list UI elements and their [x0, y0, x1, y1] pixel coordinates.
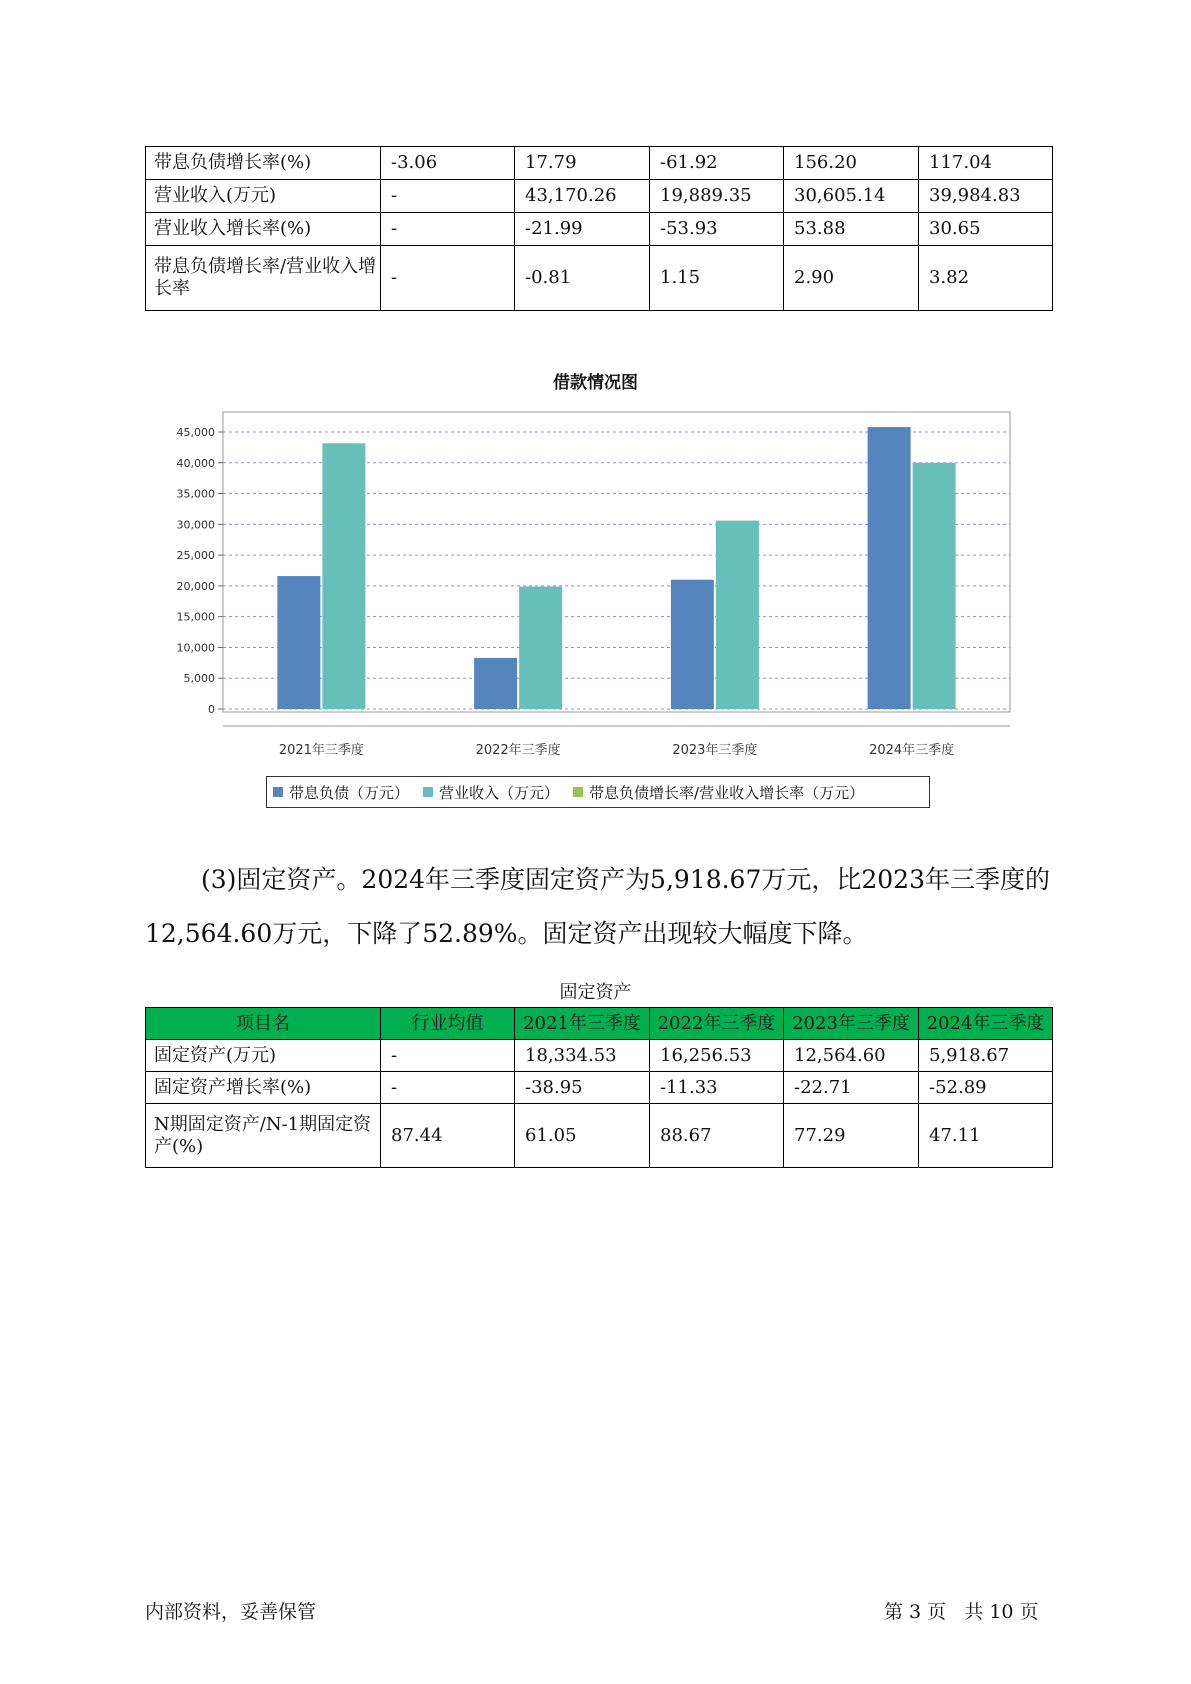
column-header: 2022年三季度	[650, 1008, 784, 1040]
table-cell: -52.89	[919, 1072, 1053, 1104]
bar-revenue	[913, 463, 956, 709]
legend-label: 带息负债（万元）	[289, 783, 410, 802]
bar-revenue	[716, 521, 759, 709]
y-tick-label: 35,000	[176, 487, 215, 501]
legend-swatch-ratio	[573, 787, 583, 797]
table-cell: 156.20	[784, 147, 919, 180]
column-header: 2023年三季度	[784, 1008, 919, 1040]
table-cell: -53.93	[650, 213, 784, 246]
column-header: 行业均值	[381, 1008, 515, 1040]
x-tick-label: 2024年三季度	[869, 743, 955, 758]
table-cell: 117.04	[919, 147, 1053, 180]
bar-revenue	[322, 443, 365, 709]
table-cell: 77.29	[784, 1104, 919, 1168]
table-cell: -0.81	[515, 246, 650, 311]
table-row	[146, 147, 1053, 180]
table-cell: 30.65	[919, 213, 1053, 246]
y-tick-label: 45,000	[176, 426, 215, 439]
table-caption: 固定资产	[559, 982, 632, 1003]
y-tick-label: 40,000	[176, 456, 215, 470]
table-row	[146, 213, 1053, 246]
table-row	[146, 180, 1053, 213]
table-cell: -	[381, 246, 515, 311]
table-cell: 3.82	[919, 246, 1053, 311]
x-tick-label: 2021年三季度	[278, 743, 364, 758]
y-tick-label: 25,000	[176, 549, 215, 563]
y-tick-label: 20,000	[176, 579, 215, 593]
legend-label: 营业收入（万元）	[439, 783, 560, 802]
table-cell: 47.11	[919, 1104, 1053, 1168]
x-tick-label: 2022年三季度	[475, 743, 561, 758]
table-row	[146, 1072, 1053, 1104]
table-cell: 12,564.60	[784, 1040, 919, 1072]
table-cell: 17.79	[515, 147, 650, 180]
table-cell: 16,256.53	[650, 1040, 784, 1072]
row-label: 固定资产(万元)	[146, 1040, 381, 1072]
table-row	[146, 1104, 1053, 1168]
footer-confidential: 内部资料，妥善保管	[145, 1601, 317, 1623]
table-cell: -	[381, 213, 515, 246]
table-cell: 5,918.67	[919, 1040, 1053, 1072]
table-row	[146, 246, 1053, 311]
table-cell: -	[381, 1072, 515, 1104]
x-tick-label: 2023年三季度	[672, 743, 758, 758]
table-cell: -61.92	[650, 147, 784, 180]
column-header: 2024年三季度	[919, 1008, 1053, 1040]
table-cell: 88.67	[650, 1104, 784, 1168]
table-cell: -38.95	[515, 1072, 650, 1104]
bar-debt	[868, 427, 911, 709]
fixed-assets-paragraph	[145, 853, 1065, 961]
table-cell: 39,984.83	[919, 180, 1053, 213]
legend-item	[423, 782, 559, 803]
legend-swatch-revenue	[423, 787, 433, 797]
table-cell: -3.06	[381, 147, 515, 180]
column-header: 项目名	[146, 1008, 381, 1040]
column-header: 2021年三季度	[515, 1008, 650, 1040]
bar-debt	[277, 576, 320, 709]
row-label: 带息负债增长率(%)	[146, 147, 381, 180]
table-cell: -21.99	[515, 213, 650, 246]
row-label: 营业收入增长率(%)	[146, 213, 381, 246]
row-label: 营业收入(万元)	[146, 180, 381, 213]
row-label: 带息负债增长率/营业收入增长率	[146, 246, 381, 311]
footer-page-number: 第 3 页 共 10 页	[884, 1601, 1039, 1623]
table-cell: -	[381, 180, 515, 213]
table-cell: 18,334.53	[515, 1040, 650, 1072]
legend-item	[573, 782, 864, 803]
y-tick-label: 5,000	[183, 672, 215, 686]
table-cell: 1.15	[650, 246, 784, 311]
paragraph-text: (3)固定资产。2024年三季度固定资产为5,918.67万元，比2023年三季度的12,564.60万元，下降了52.89%。固定资产出现较大幅度下降。	[145, 865, 1050, 948]
y-tick-label: 0	[208, 703, 215, 716]
y-tick-label: 15,000	[176, 610, 215, 624]
legend-item	[273, 782, 409, 803]
debt-growth-table	[145, 146, 1053, 311]
table-cell: -	[381, 1040, 515, 1072]
table-row	[146, 1040, 1053, 1072]
table-cell: 30,605.14	[784, 180, 919, 213]
bar-revenue	[519, 587, 562, 709]
chart-legend	[266, 776, 930, 808]
table-cell: 53.88	[784, 213, 919, 246]
loan-bar-chart	[140, 400, 1020, 770]
bar-debt	[474, 658, 517, 709]
legend-label: 带息负债增长率/营业收入增长率（万元）	[589, 783, 865, 802]
y-tick-label: 30,000	[176, 518, 215, 532]
table-header-row	[146, 1008, 1053, 1040]
table-cell: 61.05	[515, 1104, 650, 1168]
table-cell: 43,170.26	[515, 180, 650, 213]
table-cell: -22.71	[784, 1072, 919, 1104]
chart-title: 借款情况图	[553, 373, 638, 393]
y-tick-label: 10,000	[176, 641, 215, 655]
legend-swatch-debt	[273, 787, 283, 797]
table-cell: 87.44	[381, 1104, 515, 1168]
table-cell: 2.90	[784, 246, 919, 311]
table-cell: -11.33	[650, 1072, 784, 1104]
table-cell: 19,889.35	[650, 180, 784, 213]
row-label: 固定资产增长率(%)	[146, 1072, 381, 1104]
fixed-assets-table	[145, 1007, 1053, 1168]
bar-debt	[671, 580, 714, 709]
row-label: N期固定资产/N-1期固定资产(%)	[146, 1104, 381, 1168]
